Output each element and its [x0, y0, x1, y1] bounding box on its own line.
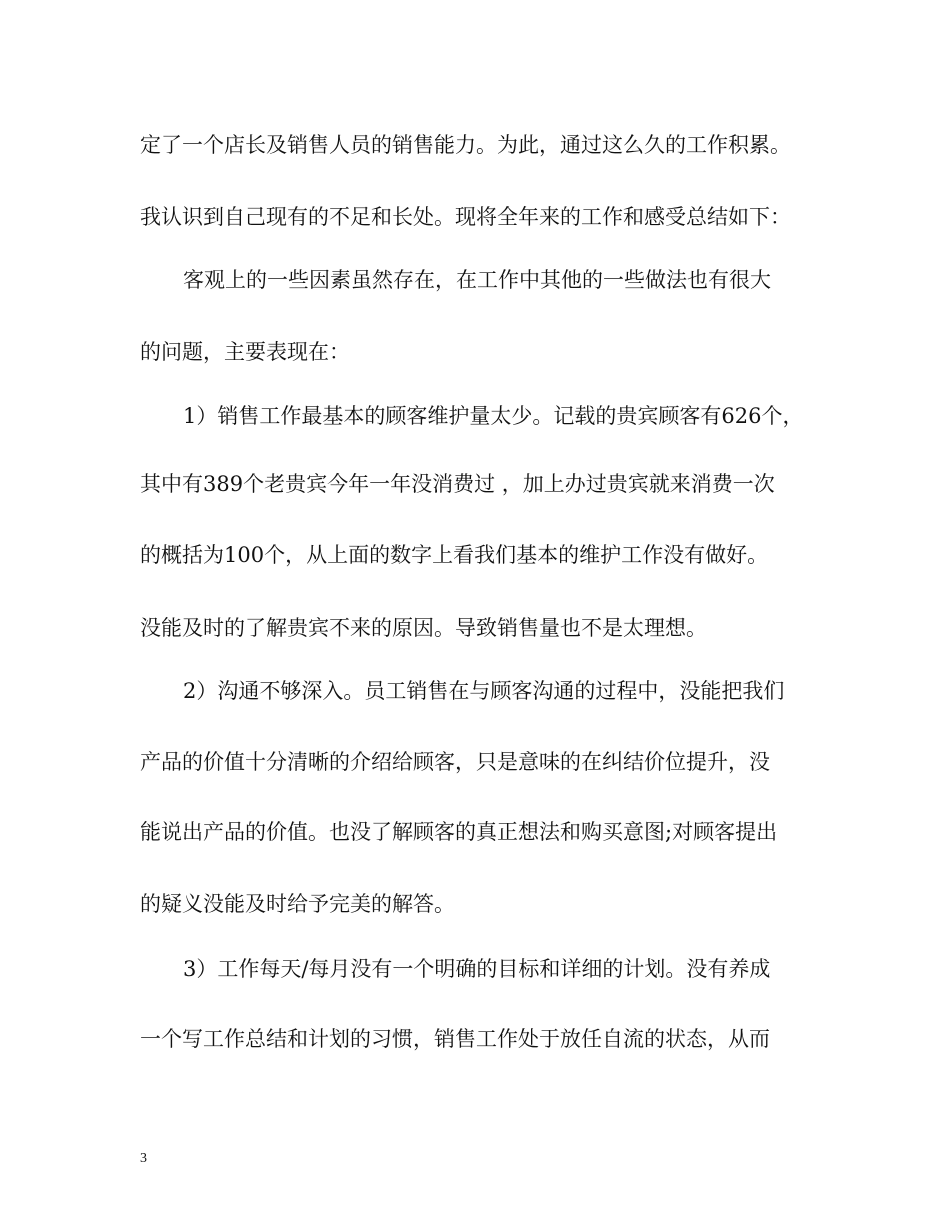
- text-line-2: 我认识到自己现有的不足和长处。现将全年来的工作和感受总结如下：: [140, 205, 791, 229]
- page-number: 3: [140, 1151, 147, 1166]
- text-line-6: 其中有389个老贵宾今年一年没消费过 ，加上办过贵宾就来消费一次: [140, 472, 775, 496]
- text-line-13: 3）工作每天/每月没有一个明确的目标和详细的计划。没有养成: [183, 957, 771, 981]
- text-line-5: 1）销售工作最基本的顾客维护量太少。记载的贵宾顾客有626个，: [183, 404, 804, 428]
- text-line-7: 的概括为100个，从上面的数字上看我们基本的维护工作没有做好。: [140, 543, 769, 567]
- text-line-11: 能说出产品的价值。也没了解顾客的真正想法和购买意图;对顾客提出: [140, 820, 778, 844]
- text-line-8: 没能及时的了解贵宾不来的原因。导致销售量也不是太理想。: [140, 616, 707, 640]
- text-line-12: 的疑义没能及时给予完美的解答。: [140, 892, 455, 916]
- text-line-9: 2）沟通不够深入。员工销售在与顾客沟通的过程中，没能把我们: [183, 679, 785, 703]
- text-line-10: 产品的价值十分清晰的介绍给顾客，只是意味的在纠结价位提升，没: [140, 750, 770, 774]
- text-line-14: 一个写工作总结和计划的习惯，销售工作处于放任自流的状态，从而: [140, 1027, 770, 1051]
- text-line-3: 客观上的一些因素虽然存在，在工作中其他的一些做法也有很大: [183, 268, 771, 292]
- text-line-1: 定了一个店长及销售人员的销售能力。为此，通过这么久的工作积累。: [140, 133, 791, 157]
- text-line-4: 的问题，主要表现在：: [140, 340, 350, 364]
